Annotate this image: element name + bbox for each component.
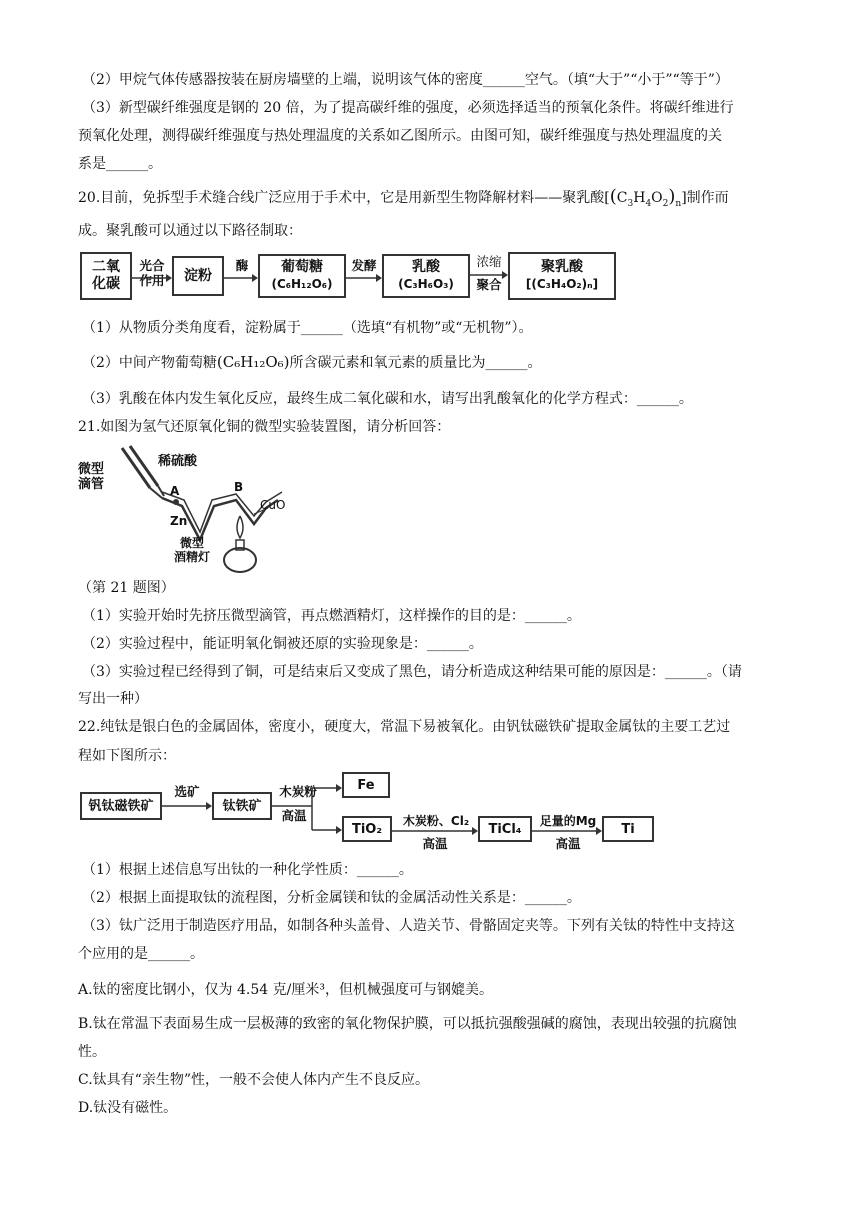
q20-stem-line2: 成。聚乳酸可以通过以下路径制取： xyxy=(78,223,302,239)
flow-box-starch: 淀粉 xyxy=(172,256,224,296)
q19-part3-line3: 系是______。 xyxy=(78,156,162,172)
flow-box-polylactic-acid: 聚乳酸 [(C₃H₄O₂)ₙ] xyxy=(508,252,616,300)
arrow-right-icon xyxy=(532,827,602,835)
flow-box-vanadium-titanium-magnetite: 钒钛磁铁矿 xyxy=(80,792,162,820)
q21-figure-caption: （第 21 题图） xyxy=(78,580,175,596)
flow-arrow-high-temp-label-3: 高温 xyxy=(555,836,581,851)
arrow-right-icon xyxy=(162,802,212,810)
flow-arrow-high-temp-label: 高温 xyxy=(281,808,307,823)
q22-part1: （1）根据上述信息写出钛的一种化学性质：______。 xyxy=(82,862,413,878)
q19-part3-line1: （3）新型碳纤维强度是钢的 20 倍，为了提高碳纤维的强度，必须选择适当的预氧化条件。将碳纤维进行 xyxy=(82,100,734,116)
flow-arrow-high-temp-label-2: 高温 xyxy=(422,836,448,851)
flow-arrow-ore-dressing-label: 选矿 xyxy=(174,784,200,799)
q19-part3-line2: 预氧化处理，测得碳纤维强度与热处理温度的关系如乙图所示。由图可知，碳纤维强度与热处理温度的关 xyxy=(78,128,722,144)
q22-option-d: D.钛没有磁性。 xyxy=(78,1100,178,1116)
flow-box-glucose: 葡萄糖 (C₆H₁₂O₆) xyxy=(258,254,346,298)
arrow-right-icon xyxy=(392,827,478,835)
flow-arrow-excess-mg-label: 足量的Mg xyxy=(539,814,597,828)
q22-stem-line1: 22.纯钛是银白色的金属固体，密度小，硬度大，常温下易被氧化。由钒钛磁铁矿提取金属钛的主要工艺过 xyxy=(78,719,731,735)
label-micro-dropper: 微型 滴管 xyxy=(78,462,105,492)
q22-part2: （2）根据上面提取钛的流程图，分析金属镁和钛的金属活动性关系是：______。 xyxy=(82,890,581,906)
q22-part3-line2: 个应用的是______。 xyxy=(78,946,204,962)
flow-arrow-charcoal-label: 木炭粉 xyxy=(279,784,317,799)
flow-arrow-photosynthesis-label: 光合 作用 xyxy=(139,258,165,288)
q20-part1: （1）从物质分类角度看，淀粉属于______（选填“有机物”或“无机物”）。 xyxy=(82,320,533,336)
q22-part3-line1: （3）钛广泛用于制造医疗用品，如制各种头盖骨、人造关节、骨骼固定夹等。下列有关钛的特性中支持这 xyxy=(82,918,735,934)
q20-flow-diagram xyxy=(80,252,620,302)
q21-stem: 21.如图为氢气还原氧化铜的微型实验装置图，请分析回答： xyxy=(78,419,451,435)
flow-arrow-ferment-label: 发酵 xyxy=(351,258,377,273)
q20-part3: （3）乳酸在体内发生氧化反应，最终生成二氧化碳和水，请写出乳酸氧化的化学方程式：______。 xyxy=(82,391,693,407)
flow-box-tio2: TiO₂ xyxy=(342,816,392,842)
arrow-right-icon xyxy=(470,271,508,279)
flow-arrow-concentrate-label: 浓缩 聚合 xyxy=(476,254,502,292)
q22-option-a: A.钛的密度比钢小，仅为 4.54 克/厘米³，但机械强度可与钢媲美。 xyxy=(78,982,493,998)
q22-option-b-line2: 性。 xyxy=(78,1044,106,1060)
label-dilute-sulfuric-acid: 稀硫酸 xyxy=(158,454,198,469)
label-point-a: A xyxy=(170,484,180,498)
q22-option-b-line1: B.钛在常温下表面易生成一层极薄的致密的氧化物保护膜，可以抵抗强酸强碱的腐蚀，表现出较强的抗腐蚀 xyxy=(78,1016,737,1032)
flow-box-ticl4: TiCl₄ xyxy=(478,816,532,842)
flow-box-ti: Ti xyxy=(602,816,654,842)
label-zn: Zn xyxy=(170,514,188,528)
q21-part3-line1: （3）实验过程已经得到了铜，可是结束后又变成了黑色，请分析造成这种结果可能的原因是：______。（请 xyxy=(82,664,742,680)
flow-box-co2: 二氧 化碳 xyxy=(80,252,132,300)
flow-box-lactic-acid: 乳酸 (C₃H₆O₃) xyxy=(382,254,470,298)
q21-apparatus-figure xyxy=(78,444,308,576)
arrow-right-icon xyxy=(132,274,172,282)
q22-flow-diagram xyxy=(80,770,660,850)
q21-part1: （1）实验开始时先挤压微型滴管，再点燃酒精灯，这样操作的目的是：______。 xyxy=(82,608,581,624)
q21-part2: （2）实验过程中，能证明氧化铜被还原的实验现象是：______。 xyxy=(82,636,483,652)
q21-part3-line2: 写出一种） xyxy=(78,691,148,707)
label-point-b: B xyxy=(234,480,244,494)
q22-stem-line2: 程如下图所示： xyxy=(78,748,176,764)
q19-part2: （2）甲烷气体传感器按装在厨房墙壁的上端，说明该气体的密度______空气。（填“大于”“小于”“等于”） xyxy=(82,72,729,88)
flow-arrow-enzyme-label: 酶 xyxy=(235,258,249,273)
flow-box-ilmenite: 钛铁矿 xyxy=(212,792,272,820)
flow-box-fe: Fe xyxy=(342,772,390,798)
arrow-right-icon xyxy=(346,274,382,282)
q20-part2: （2）中间产物葡萄糖(C₆H₁₂O₆)所含碳元素和氧元素的质量比为______。 xyxy=(82,353,542,371)
q20-stem-line1: 20.目前，免拆型手术缝合线广泛应用于手术中，它是用新型生物降解材料——聚乳酸$[(C_3H_4O_2)_n]$制作而 xyxy=(78,186,729,209)
arrow-right-icon xyxy=(224,274,258,282)
q22-option-c: C.钛具有“亲生物”性，一般不会使人体内产生不良反应。 xyxy=(78,1072,429,1088)
label-micro-alcohol-lamp: 微型 酒精灯 xyxy=(174,536,211,564)
label-cuo: CuO xyxy=(260,498,286,512)
flow-arrow-charcoal-cl2-label: 木炭粉、Cl₂ xyxy=(402,814,470,828)
